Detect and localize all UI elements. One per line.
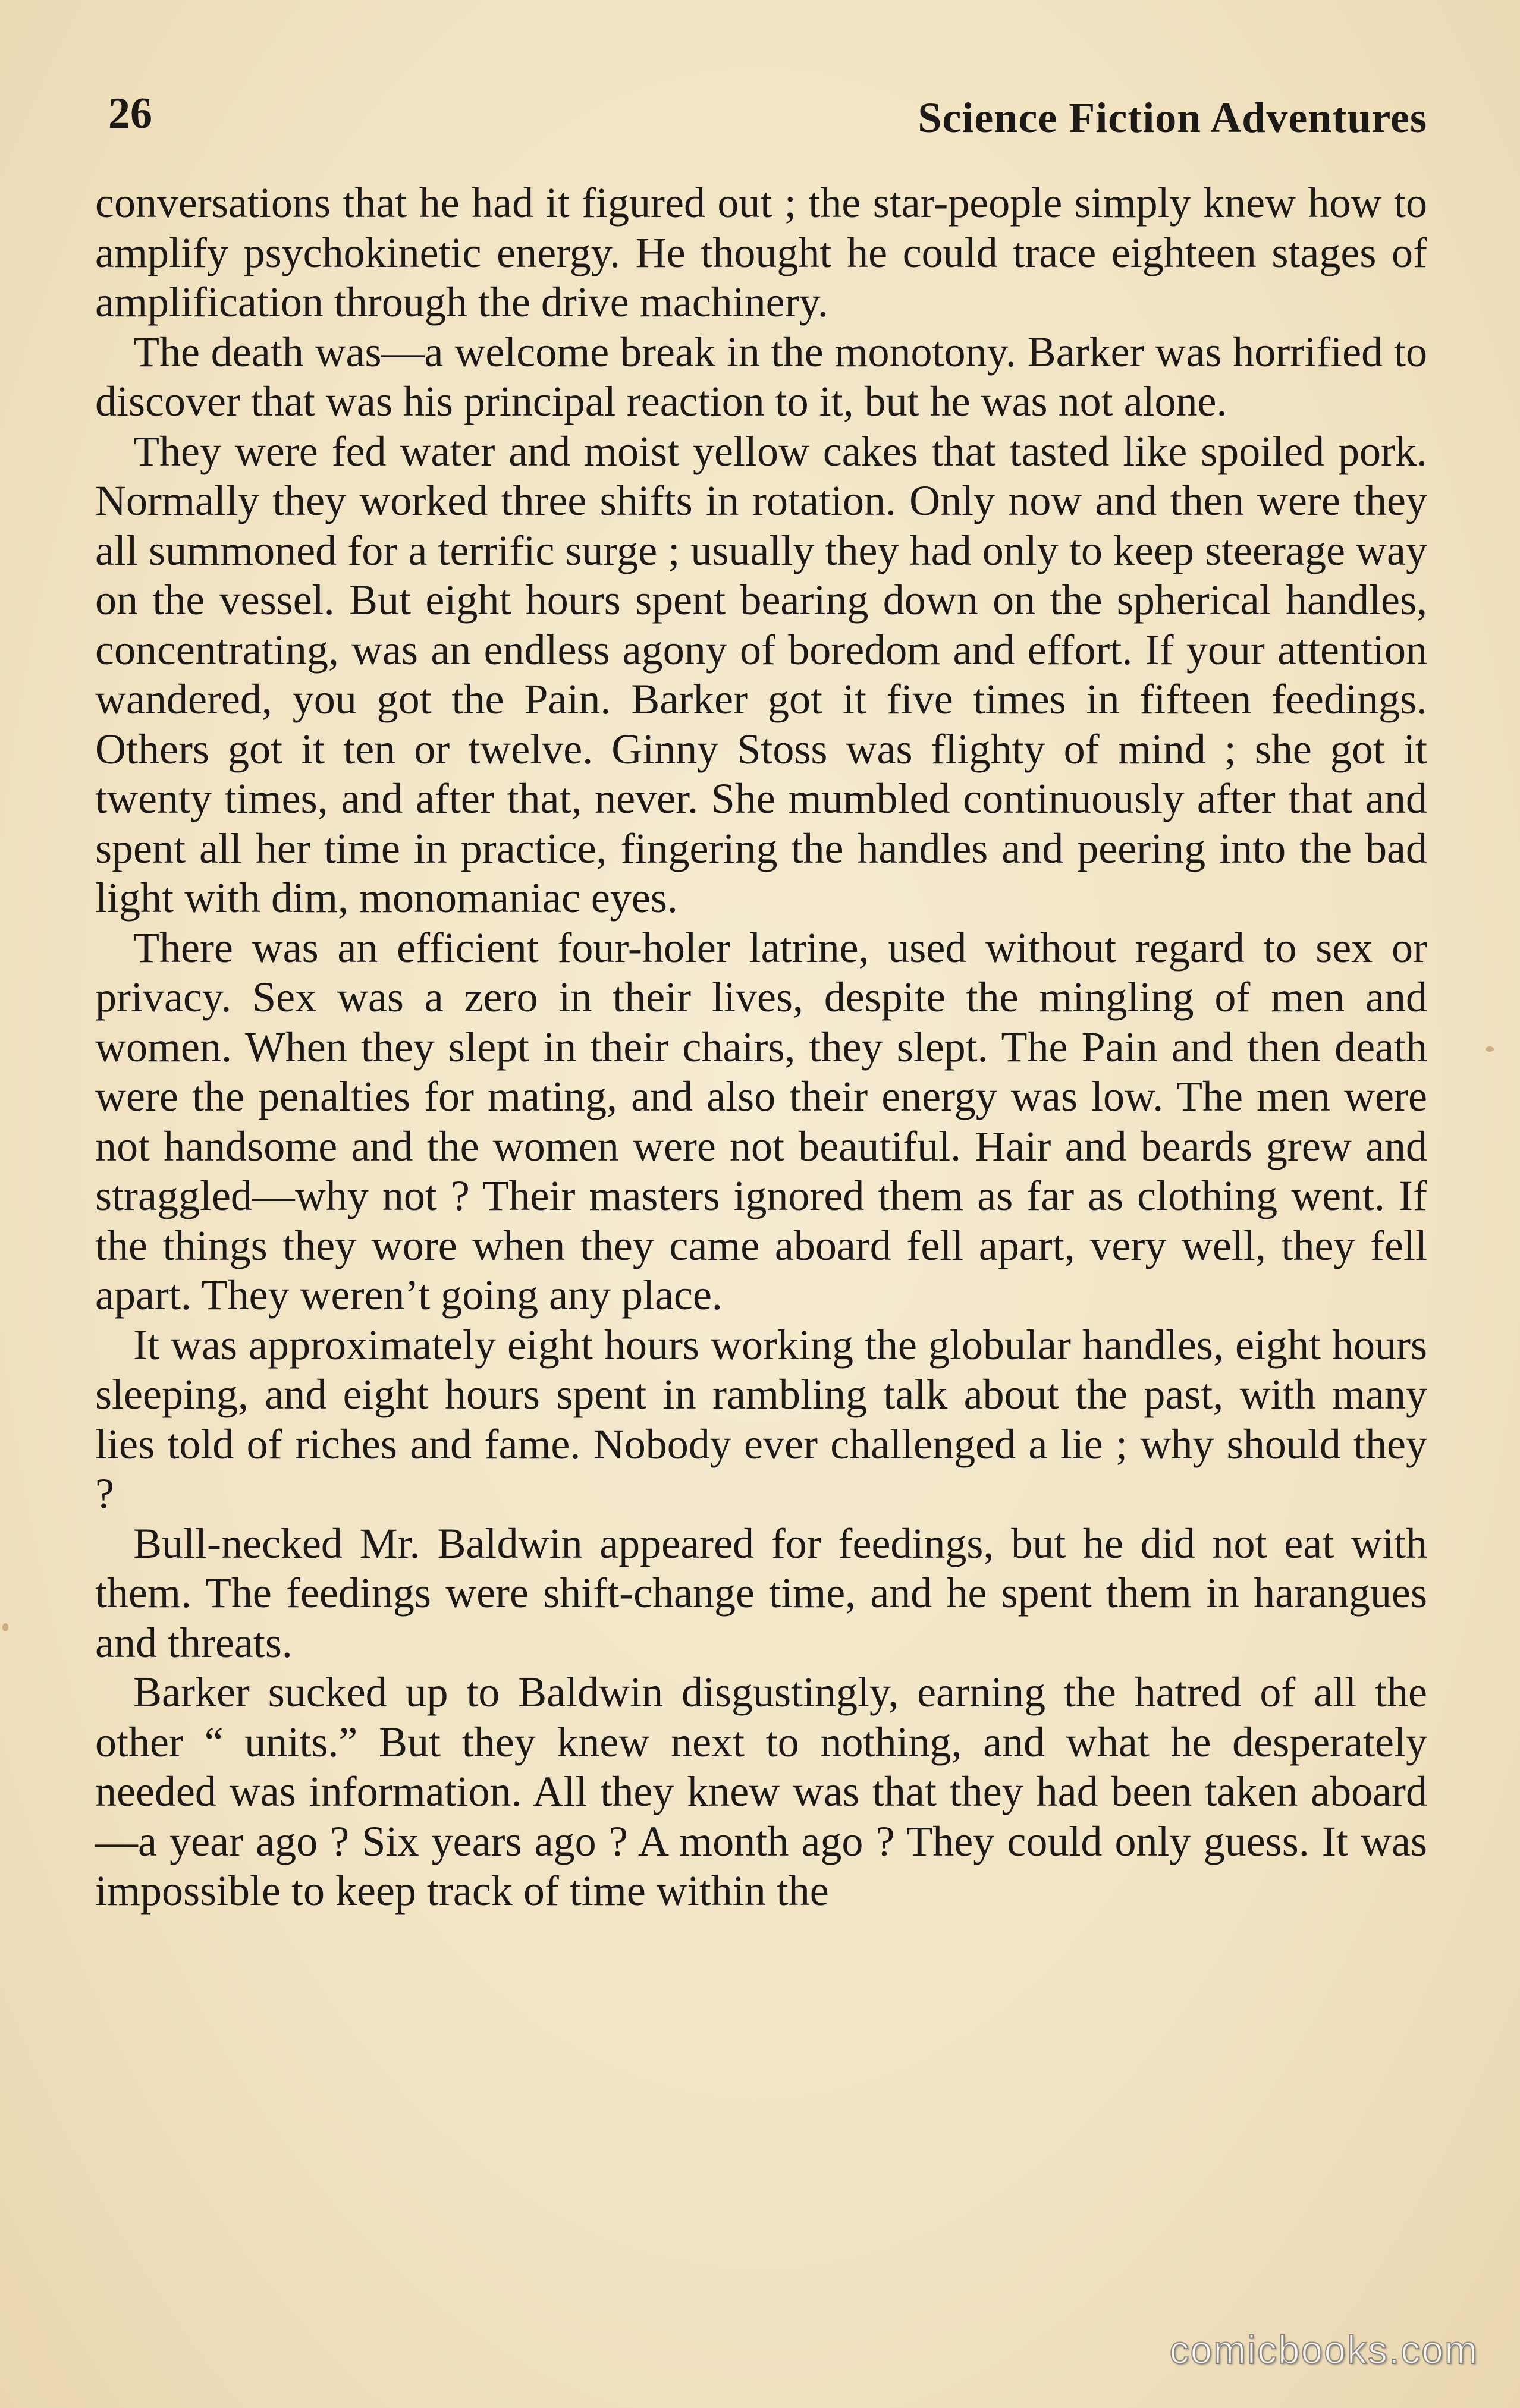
- running-head: Science Fiction Adventures: [918, 94, 1427, 142]
- paragraph: Barker sucked up to Baldwin disgustingly, earning the hatred of all the other “ units.” But they knew next to nothing, and what he desperately needed was information. All they knew was that they had been taken aboard—a year ago ? Six years ago ? A month ago ? They could only guess. It was impossible to keep track of time within the: [95, 1668, 1427, 1915]
- paragraph: There was an efficient four-holer latrine, used without regard to sex or privacy. Sex was a zero in their lives, despite the mingling of men and women. When they slept in their chairs, they slept. The Pain and then death were the penalties for mating, and also their energy was low. The men were not handsome and the women were not beautiful. Hair and beards grew and straggled—why not ? Their masters ignored them as far as clothing went. If the things they wore when they came aboard fell apart, very well, they fell apart. They weren’t going any place.: [95, 923, 1427, 1319]
- book-page: [95, 83, 1427, 2295]
- watermark: comicbooks.com: [1169, 2328, 1478, 2372]
- page-header: [95, 83, 1427, 178]
- body-text: [95, 178, 1427, 1916]
- paragraph: It was approximately eight hours working the globular handles, eight hours sleeping, and eight hours spent in rambling talk about the past, with many lies told of riches and fame. Nobody ever challenged a lie ; why should they ?: [95, 1321, 1427, 1517]
- paragraph: The death was—a welcome break in the monotony. Barker was horrified to discover that was his principal reaction to it, but he was not alone.: [95, 328, 1427, 425]
- paper-speck: [2, 1623, 8, 1631]
- paper-speck: [1486, 1046, 1494, 1052]
- page-number: 26: [108, 89, 152, 138]
- paragraph: They were fed water and moist yellow cakes that tasted like spoiled pork. Normally they worked three shifts in rotation. Only now and then were they all summoned for a terrific surge ; usually they had only to keep steerage way on the vessel. But eight hours spent bearing down on the spherical handles, concentrating, was an endless agony of boredom and effort. If your attention wandered, you got the Pain. Barker got it five times in fifteen feedings. Others got it ten or twelve. Ginny Stoss was flighty of mind ; she got it twenty times, and after that, never. She mumbled continuously after that and spent all her time in practice, fingering the handles and peering into the bad light with dim, monomaniac eyes.: [95, 427, 1427, 922]
- paragraph: conversations that he had it figured out ; the star-people simply knew how to amplify psychokinetic energy. He thought he could trace eighteen stages of amplification through the drive machinery.: [95, 179, 1427, 326]
- paragraph: Bull-necked Mr. Baldwin appeared for feedings, but he did not eat with them. The feedings were shift-change time, and he spent them in harangues and threats.: [95, 1519, 1427, 1667]
